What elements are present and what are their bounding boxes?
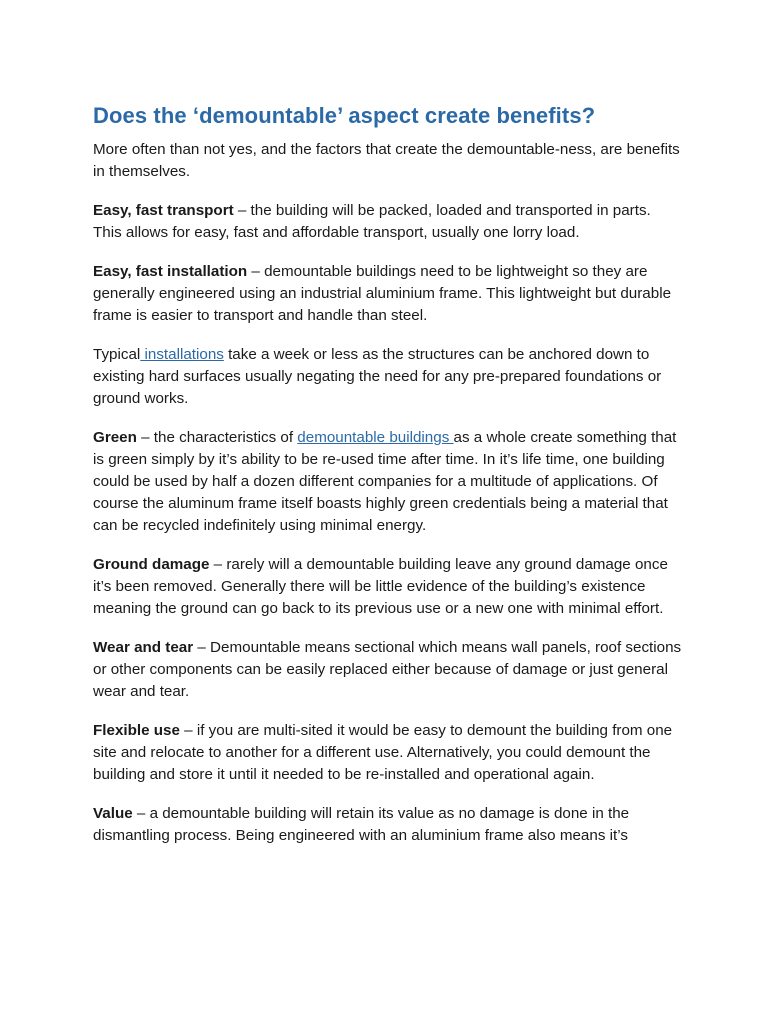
- paragraph-text: – a demountable building will retain its value as no damage is done in the dismantling process. Being engineered with an aluminium frame also means it’s: [93, 805, 630, 844]
- term-label: Green: [93, 429, 137, 446]
- intro-paragraph: More often than not yes, and the factors that create the demountable-ness, are benefits in themselves.: [93, 141, 680, 180]
- paragraph-flexible-use: [93, 720, 683, 786]
- term-label: Easy, fast installation: [93, 263, 248, 280]
- paragraph-text: Typical: [93, 346, 141, 363]
- paragraph-installation: [93, 261, 683, 327]
- paragraph-text: – the building will be packed, loaded and transported in parts. This allows for easy, fast and affordable transport, usually one lorry load.: [93, 202, 651, 241]
- paragraph-text: – demountable buildings need to be lightweight so they are generally engineered using an industrial aluminium frame. This lightweight but durable frame is easier to transport and handle than steel.: [93, 263, 672, 324]
- paragraph-typical-installations: [93, 344, 683, 410]
- term-label: Ground damage: [93, 556, 210, 573]
- page-title: Does the ‘demountable’ aspect create benefits?: [93, 103, 596, 128]
- term-label: Flexible use: [93, 722, 180, 739]
- installations-link[interactable]: installations: [140, 346, 224, 363]
- term-label: Value: [93, 805, 133, 822]
- paragraph-text: – if you are multi-sited it would be easy to demount the building from one site and relocate to another for a different use. Alternatively, you could demount the building and store it until it needed to be re-installed and operational again.: [93, 722, 673, 783]
- paragraph-green: [93, 427, 683, 537]
- demountable-buildings-link[interactable]: demountable buildings: [297, 429, 454, 446]
- paragraph-text: – the characteristics of: [136, 429, 298, 446]
- term-label: Wear and tear: [93, 639, 194, 656]
- paragraph-text: take a week or less as the structures can be anchored down to existing hard surfaces usually negating the need for any pre-prepared foundations or ground works.: [93, 346, 662, 407]
- document-page: [93, 101, 683, 864]
- term-label: Easy, fast transport: [93, 202, 234, 219]
- paragraph-wear-and-tear: [93, 637, 683, 703]
- paragraph-text: – rarely will a demountable building leave any ground damage once it’s been removed. Generally there will be little evidence of the building’s existence meaning the ground can go back to its previous use or a new one with minimal effort.: [93, 556, 668, 617]
- paragraph-text: – Demountable means sectional which means wall panels, roof sections or other components can be easily replaced either because of damage or just general wear and tear.: [93, 639, 682, 700]
- paragraph-ground-damage: [93, 554, 683, 620]
- paragraph-text: as a whole create something that is green simply by it’s ability to be re-used time after time. In it’s life time, one building could be used by half a dozen different companies for a multitude of applications. Of course the aluminum frame itself boasts highly green credentials being a material that can be recycled indefinitely using minimal energy.: [93, 429, 677, 534]
- paragraph-value: [93, 803, 683, 847]
- paragraph-transport: [93, 200, 683, 244]
